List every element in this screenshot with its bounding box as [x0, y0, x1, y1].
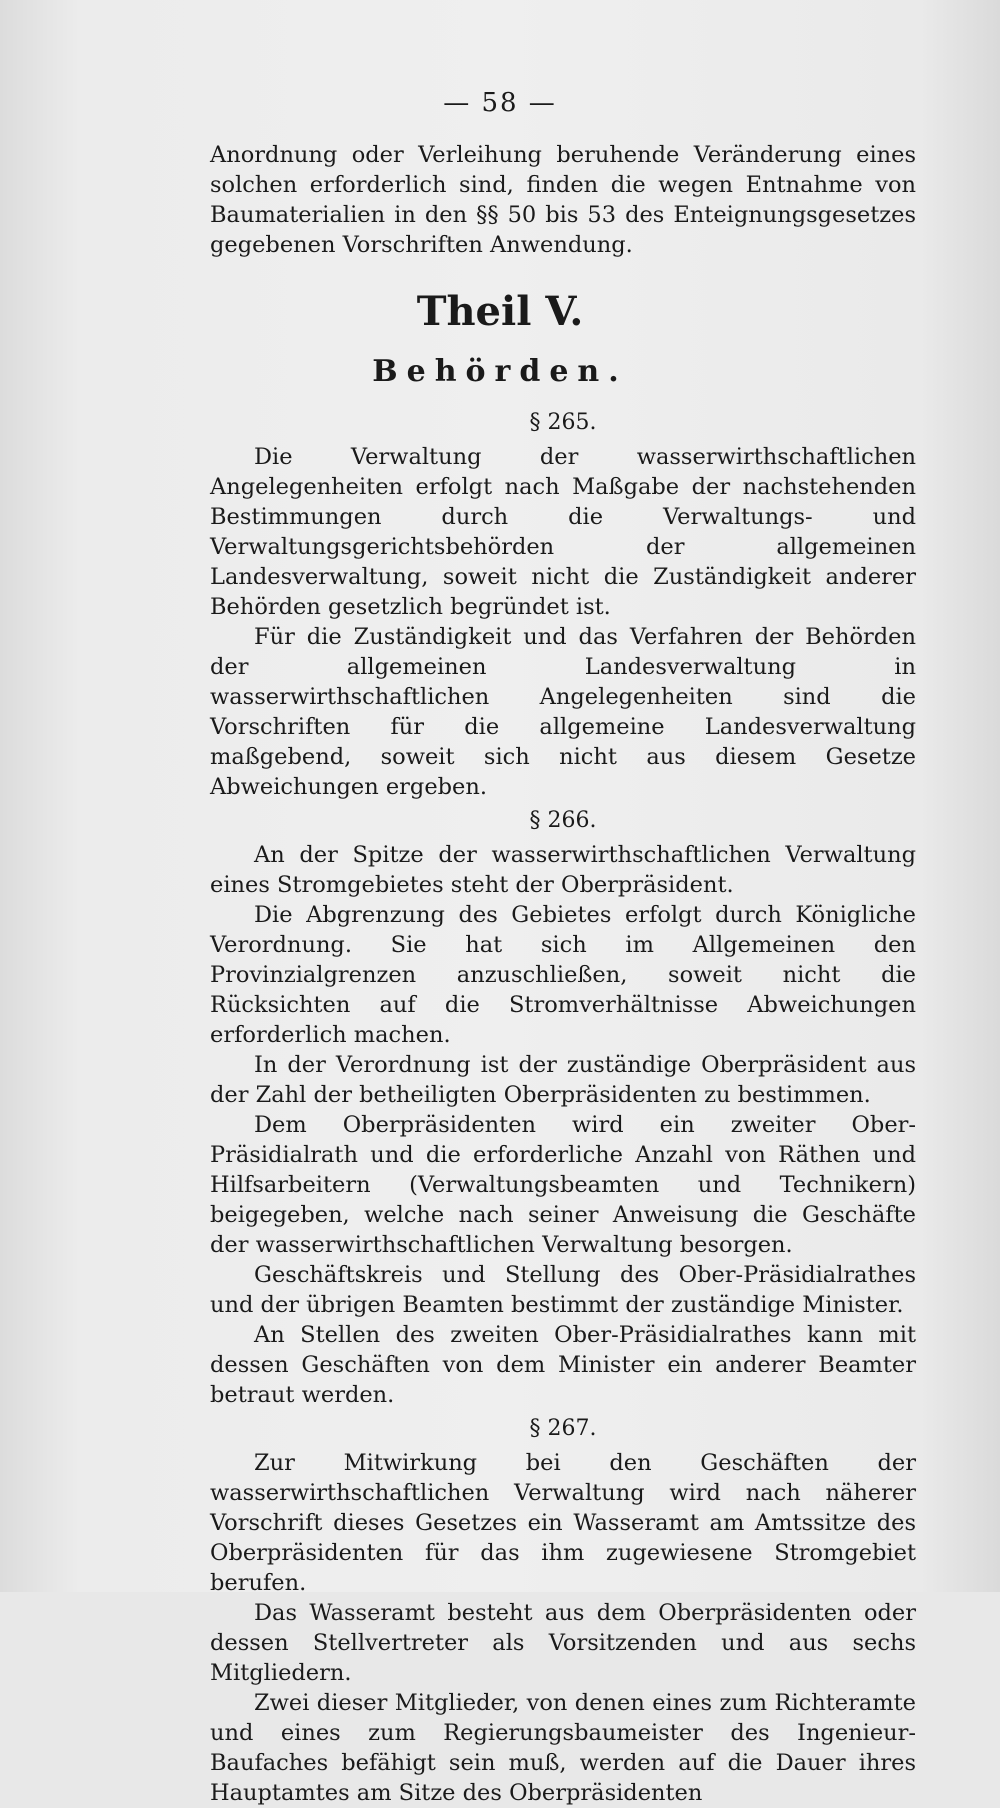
- section-265: [210, 408, 916, 802]
- part-subtitle: Behörden.: [372, 354, 628, 389]
- section-paragraph: Dem Oberpräsidenten wird ein zweiter Ober-Präsidialrath und die erforderliche Anzahl von Räthen und Hilfsarbeitern (Verwaltungsbeamten und Technikern) beigegeben, welche nach seiner Anweisung die Geschäfte der wasserwirthschaftlichen Verwaltung besorgen.: [210, 1112, 916, 1258]
- opening-paragraph: Anordnung oder Verleihung beruhende Veränderung eines solchen erforderlich sind, finden die wegen Entnahme von Baumaterialien in den §§ 50 bis 53 des Enteignungsgesetzes gegebenen Vorschriften Anwendung.: [210, 142, 916, 258]
- part-title: Theil V.: [416, 288, 584, 335]
- section-paragraph: An der Spitze der wasserwirthschaftlichen Verwaltung eines Stromgebietes steht der Oberpräsident.: [210, 842, 916, 898]
- section-267: [210, 1414, 916, 1808]
- opening-paragraph-block: [210, 140, 916, 260]
- section-paragraph: Die Abgrenzung des Gebietes erfolgt durch Königliche Verordnung. Sie hat sich im Allgemeinen den Provinzialgrenzen anzuschließen, soweit nicht die Rücksichten auf die Stromverhältnisse Abweichungen erforderlich machen.: [210, 902, 916, 1048]
- section-paragraph: Die Verwaltung der wasserwirthschaftlichen Angelegenheiten erfolgt nach Maßgabe der nachstehenden Bestimmungen durch die Verwaltungs- und Verwaltungsgerichtsbehörden der allgemeinen Landesverwaltung, soweit nicht die Zuständigkeit anderer Behörden gesetzlich begründet ist.: [210, 444, 916, 620]
- section-paragraph: Zur Mitwirkung bei den Geschäften der wasserwirthschaftlichen Verwaltung wird nach näherer Vorschrift dieses Gesetzes ein Wasseramt am Amtssitze des Oberpräsidenten für das ihm zugewiesene Stromgebiet berufen.: [210, 1450, 916, 1596]
- section-paragraph: Das Wasseramt besteht aus dem Oberpräsidenten oder dessen Stellvertreter als Vorsitzenden und aus sechs Mitgliedern.: [210, 1600, 916, 1686]
- page-number: — 58 —: [443, 88, 557, 118]
- section-paragraph: An Stellen des zweiten Ober-Präsidialrathes kann mit dessen Geschäften von dem Minister ein anderer Beamter betraut werden.: [210, 1322, 916, 1408]
- section-heading: § 266.: [529, 808, 597, 833]
- section-paragraph: Geschäftskreis und Stellung des Ober-Präsidialrathes und der übrigen Beamten bestimmt der zuständige Minister.: [210, 1262, 916, 1318]
- section-paragraph: In der Verordnung ist der zuständige Oberpräsident aus der Zahl der betheiligten Oberpräsidenten zu bestimmen.: [210, 1052, 916, 1108]
- section-heading: § 265.: [529, 410, 597, 435]
- section-paragraph: Für die Zuständigkeit und das Verfahren der Behörden der allgemeinen Landesverwaltung in wasserwirthschaftlichen Angelegenheiten sind die Vorschriften für die allgemeine Landesverwaltung maßgebend, soweit sich nicht aus diesem Gesetze Abweichungen ergeben.: [210, 624, 916, 800]
- section-266: [210, 806, 916, 1410]
- sections-block: [210, 404, 916, 1808]
- section-heading: § 267.: [529, 1416, 597, 1441]
- section-paragraph: Zwei dieser Mitglieder, von denen eines zum Richteramte und eines zum Regierungsbaumeister des Ingenieur-Baufaches befähigt sein muß, werden auf die Dauer ihres Hauptamtes am Sitze des Oberpräsidenten: [210, 1690, 916, 1806]
